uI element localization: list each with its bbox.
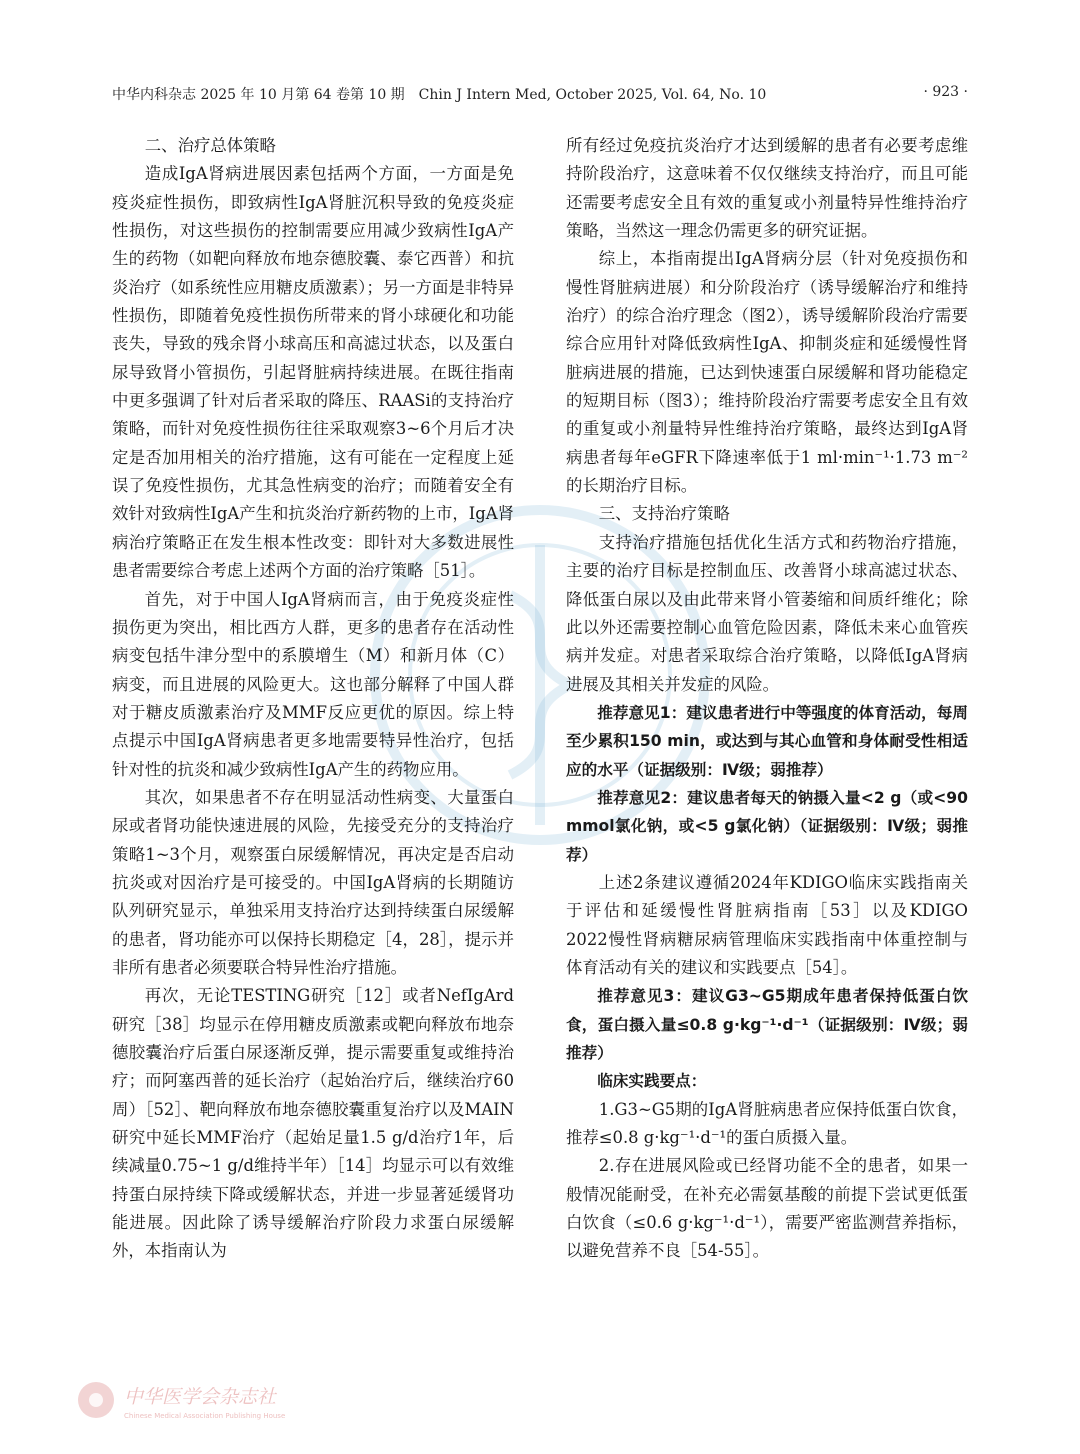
paragraph: 首先，对于中国人IgA肾病而言，由于免疫炎症性损伤更为突出，相比西方人群，更多的患者存在活动性病变包括牛津分型中的系膜增生（M）和新月体（C）病变，而且进展的风险更大。这也部分解释了中国人群对于糖皮质激素治疗及MMF反应更优的原因。综上特点提示中国IgA肾病患者更多地需要特异性治疗，包括针对性的抗炎和减少致病性IgA产生的药物应用。 [112,589,514,779]
paragraph: 上述2条建议遵循2024年KDIGO临床实践指南关于评估和延缓慢性肾脏病指南［53］以及KDIGO 2022慢性肾病糖尿病管理临床实践指南中体重控制与体育活动有关的建议和实践要点［54］。 [566,872,968,977]
recommendation: 推荐意见1：建议患者进行中等强度的体育活动，每周至少累积150 min，或达到与其心血管和身体耐受性相适应的水平（证据级别：Ⅳ级；弱推荐） [566,703,968,779]
right-column [566,132,968,1266]
paragraph: 造成IgA肾病进展因素包括两个方面，一方面是免疫炎症性损伤，即致病性IgA肾脏沉积导致的免疫炎症性损伤，对这些损伤的控制需要应用减少致病性IgA产生的药物（如靶向释放布地奈德胶囊、泰它西普）和抗炎治疗（如系统性应用糖皮质激素）；另一方面是非特异性损伤，即随着免疫性损伤所带来的肾小球硬化和功能丧失，导致的残余肾小球高压和高滤过状态，以及蛋白尿导致肾小管损伤，引起肾脏病持续进展。在既往指南中更多强调了针对后者采取的降压、RAASi的支持治疗策略，而针对免疫性损伤往往采取观察3~6个月后才决定是否加用相关的治疗措施，这有可能在一定程度上延误了免疫性损伤，尤其急性病变的治疗；而随着安全有效针对致病性IgA产生和抗炎治疗新药物的上市，IgA肾病治疗策略正在发生根本性改变：即针对大多数进展性患者需要综合考虑上述两个方面的治疗策略［51］。 [112,164,514,581]
paragraph: 其次，如果患者不存在明显活动性病变、大量蛋白尿或者肾功能快速进展的风险，先接受充分的支持治疗策略1~3个月，观察蛋白尿缓解情况，再决定是否启动抗炎或对因治疗是可接受的。中国IgA肾病的长期随访队列研究显示，单独采用支持治疗达到持续蛋白尿缓解的患者，肾功能亦可以保持长期稳定［4，28］，提示并非所有患者必须要联合特异性治疗措施。 [112,787,514,977]
publisher-name-english: Chinese Medical Association Publishing House [124,1412,286,1420]
practice-points-heading: 临床实践要点： [597,1072,707,1091]
publisher-logo [74,1378,434,1426]
journal-citation: 中华内科杂志 2025 年 10 月第 64 卷第 10 期 Chin J Intern Med, October 2025, Vol. 64, No. 10 [112,87,767,103]
paragraph: 2.存在进展风险或已经肾功能不全的患者，如果一般情况能耐受，在补充必需氨基酸的前提下尝试更低蛋白饮食（≤0.6 g·kg⁻¹·d⁻¹），需要严密监测营养指标，以避免营养不良［54-55］。 [566,1156,968,1261]
page-number: · 923 · [923,84,968,100]
recommendation: 推荐意见3：建议G3~G5期成年患者保持低蛋白饮食，蛋白摄入量≤0.8 g·kg⁻¹·d⁻¹（证据级别：Ⅳ级；弱推荐） [566,987,968,1062]
left-column [112,132,514,1266]
paragraph: 支持治疗措施包括优化生活方式和药物治疗措施，主要的治疗目标是控制血压、改善肾小球高滤过状态、降低蛋白尿以及由此带来肾小管萎缩和间质纤维化；除此以外还需要控制心血管危险因素，降低未来心血管疾病并发症。对患者采取综合治疗策略，以降低IgA肾病进展及其相关并发症的风险。 [566,532,968,694]
publisher-name: 中华医学会杂志社 [124,1386,277,1408]
paragraph: 再次，无论TESTING研究［12］或者NefIgArd研究［38］均显示在停用糖皮质激素或靶向释放布地奈德胶囊治疗后蛋白尿逐渐反弹，提示需要重复或维持治疗；而阿塞西普的延长治疗（起始治疗后，继续治疗60周）［52］、靶向释放布地奈德胶囊重复治疗以及MAIN研究中延长MMF治疗（起始足量1.5 g/d治疗1年，后续减量0.75~1 g/d维持半年）［14］均显示可以有效维持蛋白尿持续下降或缓解状态，并进一步显著延缓肾功能进展。因此除了诱导缓解治疗阶段力求蛋白尿缓解外，本指南认为 [112,986,514,1261]
recommendation: 推荐意见2：建议患者每天的钠摄入量<2 g（或<90 mmol氯化钠，或<5 g氯化钠）（证据级别：Ⅳ级；弱推荐） [566,788,968,864]
paragraph: 1.G3~G5期的IgA肾脏病患者应保持低蛋白饮食，推荐≤0.8 g·kg⁻¹·d⁻¹的蛋白质摄入量。 [566,1099,968,1148]
running-header [112,84,968,108]
section-heading: 三、支持治疗策略 [598,504,730,524]
paragraph-continued: 所有经过免疫抗炎治疗才达到缓解的患者有必要考虑维持阶段治疗，这意味着不仅仅继续支持治疗，而且可能还需要考虑安全且有效的重复或小剂量特异性维持治疗策略，当然这一理念仍需更多的研究证据。 [566,136,968,241]
paragraph: 综上，本指南提出IgA肾病分层（针对免疫损伤和慢性肾脏病进展）和分阶段治疗（诱导缓解治疗和维持治疗）的综合治疗理念（图2），诱导缓解阶段治疗需要综合应用针对降低致病性IgA、抑制炎症和延缓慢性肾脏病进展的措施，已达到快速蛋白尿缓解和肾功能稳定的短期目标（图3）；维持阶段治疗需要考虑安全且有效的重复或小剂量特异性维持治疗策略，最终达到IgA肾病患者每年eGFR下降速率低于1 ml·min⁻¹·1.73 m⁻²的长期治疗目标。 [566,249,968,496]
flower-emblem-icon [78,1382,114,1418]
section-heading: 二、治疗总体策略 [144,136,276,155]
